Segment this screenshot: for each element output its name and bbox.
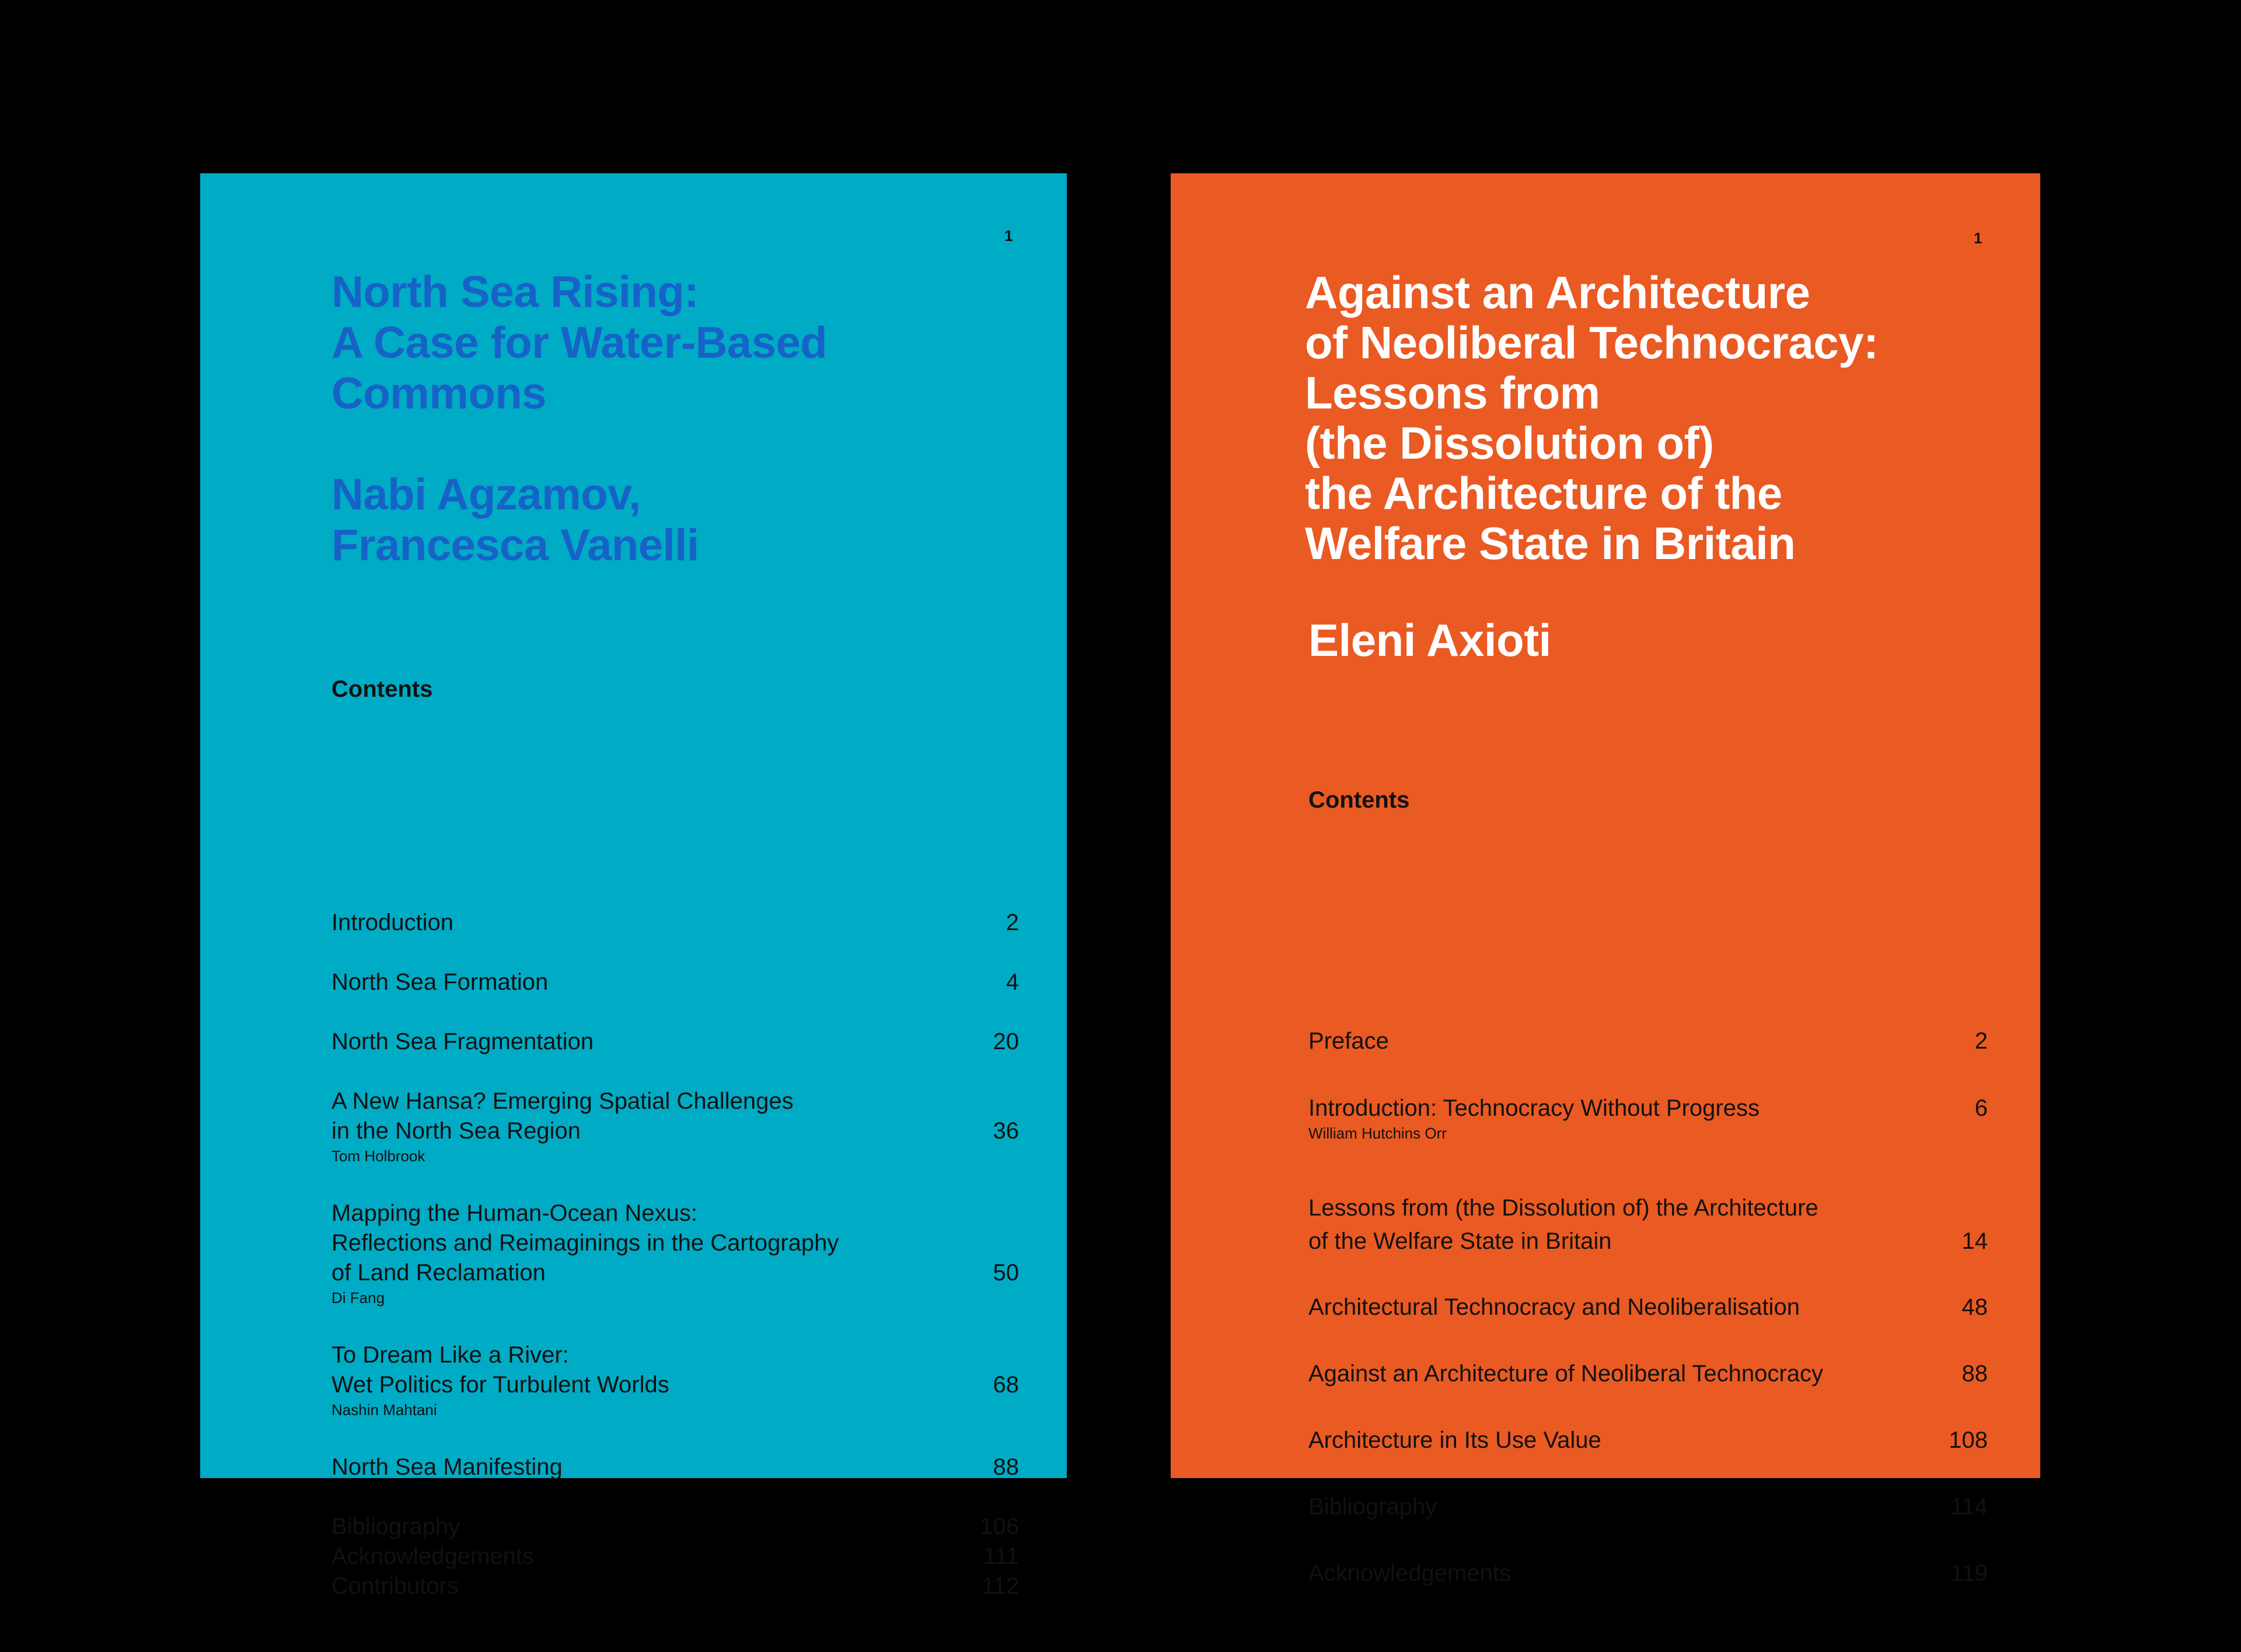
toc-page-number: 2: [1006, 910, 1019, 935]
toc-entry-dream-like-a-river: [331, 1340, 1019, 1420]
page-number: 1: [1974, 229, 1982, 247]
toc-entry-acknowledgements: [1308, 1559, 1988, 1588]
toc-entry-title: North Sea Formation: [331, 969, 549, 995]
title-line: (the Dissolution of): [1305, 417, 1714, 469]
right-book-page: [1171, 173, 2040, 1586]
contents-heading: Contents: [1308, 787, 1410, 813]
toc-entry-title: in the North Sea Region: [331, 1118, 581, 1144]
title-line: A Case for Water-Based: [331, 318, 828, 368]
toc-entry-title: North Sea Manifesting: [331, 1454, 563, 1480]
toc-page-number: 114: [1950, 1494, 1988, 1520]
toc-page-number: 20: [993, 1029, 1019, 1054]
toc-entry-new-hansa: [331, 1087, 1019, 1166]
toc-entry-title: of the Welfare State in Britain: [1308, 1228, 1612, 1254]
toc-entry-title: Architectural Technocracy and Neoliberalisation: [1308, 1294, 1800, 1320]
toc-entry-lessons-from-dissolution: [1308, 1192, 1988, 1258]
toc-page-number: 108: [1949, 1427, 1988, 1453]
toc-entry-title: Bibliography: [331, 1514, 460, 1539]
toc-entry-title: Bibliography: [1308, 1494, 1437, 1520]
toc-entry-title: North Sea Fragmentation: [331, 1029, 594, 1054]
title-line: Against an Architecture: [1305, 267, 1810, 318]
toc-entry-preface: [1308, 1026, 1988, 1056]
toc-page-number: 88: [993, 1454, 1019, 1480]
author-line: Eleni Axioti: [1308, 614, 1551, 666]
toc-entry-architectural-technocracy: [1308, 1293, 1988, 1322]
toc-entry-title: Against an Architecture of Neoliberal Technocracy: [1308, 1361, 1823, 1386]
title-line: of Neoliberal Technocracy:: [1305, 317, 1879, 368]
toc-entry-author: Di Fang: [331, 1289, 385, 1307]
author-line: Francesca Vanelli: [331, 521, 699, 570]
toc-entry-title: Architecture in Its Use Value: [1308, 1427, 1601, 1453]
toc-entry-acknowledgements: [331, 1542, 1019, 1571]
toc-entry-against-an-architecture: [1308, 1359, 1988, 1389]
toc-entry-author: Tom Holbrook: [331, 1147, 425, 1165]
toc-entry-contributors: [331, 1571, 1019, 1601]
toc-entry-north-sea-fragmentation: [331, 1027, 1019, 1057]
toc-page-number: 106: [980, 1514, 1019, 1539]
book-title: [1305, 267, 1879, 568]
toc-entry-title: Introduction: Technocracy Without Progress: [1308, 1095, 1760, 1121]
title-line: Welfare State in Britain: [1305, 518, 1796, 569]
author-line: Nabi Agzamov,: [331, 470, 641, 519]
toc-entry-title: Contributors: [331, 1573, 459, 1599]
toc-entry-north-sea-manifesting: [331, 1452, 1019, 1482]
toc-entry-introduction: [331, 908, 1019, 938]
book-title: [331, 267, 827, 419]
book-authors: [1308, 614, 1551, 666]
title-line: the Architecture of the: [1305, 467, 1782, 519]
toc-entry-mapping-human-ocean-nexus: [331, 1199, 1019, 1308]
toc-entry-title: Introduction: [331, 910, 454, 935]
toc-entry-architecture-use-value: [1308, 1426, 1988, 1455]
contents-heading: Contents: [331, 676, 433, 702]
left-book-page: [200, 173, 1067, 1599]
toc-page-number: 48: [1961, 1294, 1988, 1320]
title-line: Lessons from: [1305, 367, 1600, 418]
toc-entry-bibliography: [331, 1512, 1019, 1542]
toc-entry-title: Mapping the Human-Ocean Nexus:: [331, 1200, 697, 1226]
toc-page-number: 2: [1974, 1028, 1988, 1054]
toc-page-number: 6: [1974, 1095, 1988, 1121]
toc-page-number: 68: [993, 1372, 1019, 1398]
toc-entry-title: Reflections and Reimaginings in the Cartography: [331, 1230, 839, 1256]
title-line: Commons: [331, 369, 547, 418]
toc-back-matter: [331, 1512, 1019, 1601]
toc-entry-author: Nashin Mahtani: [331, 1401, 437, 1419]
toc-page-number: 112: [982, 1573, 1019, 1599]
title-line: North Sea Rising:: [331, 267, 699, 317]
toc-entry-title: Acknowledgements: [1308, 1560, 1511, 1586]
toc-page-number: 119: [1950, 1560, 1988, 1586]
toc-entry-title: To Dream Like a River:: [331, 1342, 569, 1368]
toc-entry-title: Preface: [1308, 1028, 1389, 1054]
toc-entry-title: of Land Reclamation: [331, 1260, 546, 1286]
toc-entry-bibliography: [1308, 1492, 1988, 1522]
toc-page-number: 50: [993, 1260, 1019, 1286]
toc-page-number: 111: [983, 1543, 1019, 1569]
toc-entry-author: William Hutchins Orr: [1308, 1124, 1447, 1142]
toc-entry-north-sea-formation: [331, 968, 1019, 997]
toc-entry-introduction: [1308, 1094, 1988, 1143]
toc-entry-title: Acknowledgements: [331, 1543, 534, 1569]
toc-page-number: 36: [993, 1118, 1019, 1144]
toc-page-number: 14: [1961, 1228, 1988, 1254]
toc-page-number: 4: [1006, 969, 1019, 995]
toc-entry-title: A New Hansa? Emerging Spatial Challenges: [331, 1088, 794, 1114]
book-authors: [331, 469, 699, 571]
page-number: 1: [1004, 227, 1013, 245]
toc-page-number: 88: [1961, 1361, 1988, 1386]
toc-entry-title: Lessons from (the Dissolution of) the Architecture: [1308, 1195, 1818, 1221]
toc-entry-title: Wet Politics for Turbulent Worlds: [331, 1372, 669, 1398]
